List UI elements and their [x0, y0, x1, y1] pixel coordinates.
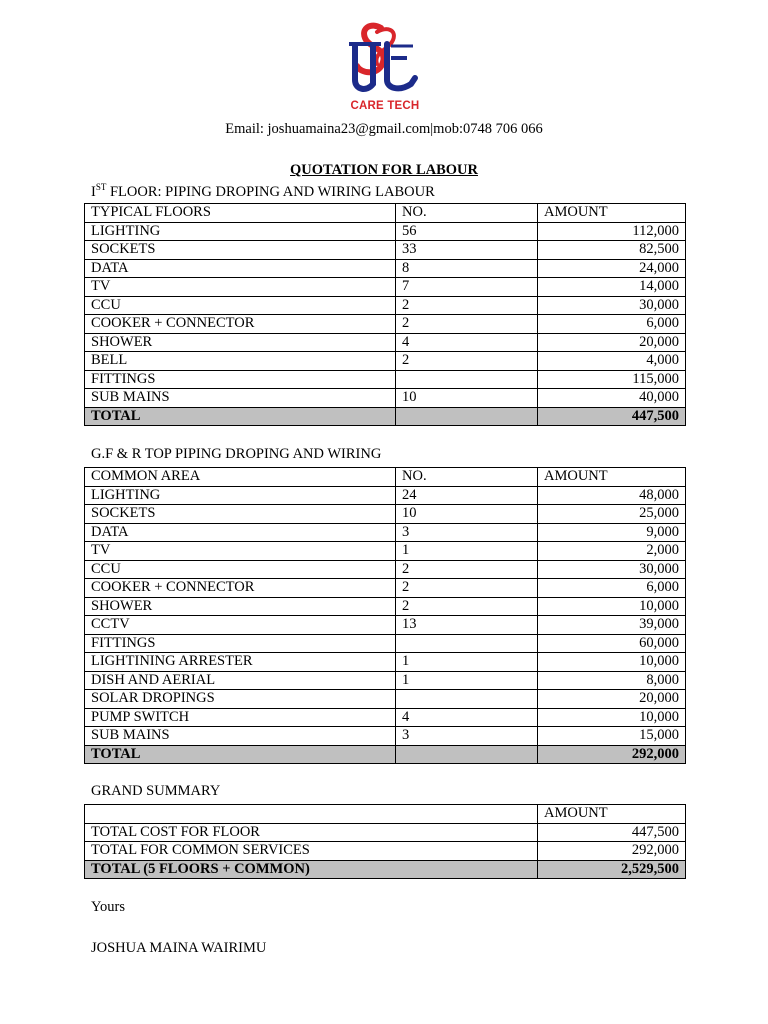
quantity-cell: 2 [396, 579, 538, 598]
quantity-cell: 2 [396, 560, 538, 579]
amount-cell: 4,000 [538, 352, 686, 371]
amount-cell: 115,000 [538, 370, 686, 389]
column-header: NO. [396, 204, 538, 223]
column-header: NO. [396, 468, 538, 487]
quantity-cell [396, 690, 538, 709]
amount-cell: 82,500 [538, 241, 686, 260]
amount-cell: 2,000 [538, 542, 686, 561]
item-cell: LIGHTING [85, 222, 396, 241]
table-row [85, 842, 686, 861]
quantity-cell: 2 [396, 352, 538, 371]
item-cell: LIGHTING [85, 486, 396, 505]
table-row [85, 690, 686, 709]
first-floor-heading-prefix: I [91, 183, 96, 200]
table-row [85, 823, 686, 842]
amount-cell: 10,000 [538, 597, 686, 616]
table-row [85, 542, 686, 561]
table-row [85, 653, 686, 672]
header-row [85, 468, 686, 487]
total-label-cell: TOTAL (5 FLOORS + COMMON) [85, 860, 538, 879]
quantity-cell: 56 [396, 222, 538, 241]
table-row [85, 315, 686, 334]
table-row [85, 505, 686, 524]
item-cell: SOCKETS [85, 505, 396, 524]
column-header [85, 805, 538, 824]
amount-cell: 292,000 [538, 842, 686, 861]
item-cell: SUB MAINS [85, 389, 396, 408]
summary-heading: GRAND SUMMARY [91, 783, 221, 799]
quantity-cell [396, 634, 538, 653]
amount-cell: 30,000 [538, 560, 686, 579]
total-row [85, 860, 686, 879]
table-row [85, 278, 686, 297]
amount-cell: 14,000 [538, 278, 686, 297]
item-cell: TOTAL FOR COMMON SERVICES [85, 842, 538, 861]
item-cell: TV [85, 278, 396, 297]
item-cell: SOLAR DROPINGS [85, 690, 396, 709]
amount-cell: 60,000 [538, 634, 686, 653]
item-cell: TOTAL COST FOR FLOOR [85, 823, 538, 842]
table-row [85, 634, 686, 653]
table-row [85, 671, 686, 690]
column-header: AMOUNT [538, 805, 686, 824]
quantity-cell: 2 [396, 315, 538, 334]
contact-line: Email: joshuamaina23@gmail.com|mob:0748 706 066 [225, 121, 543, 137]
table-row [85, 222, 686, 241]
table-row [85, 727, 686, 746]
first-floor-table [84, 203, 686, 426]
table-row [85, 616, 686, 635]
amount-cell: 447,500 [538, 823, 686, 842]
item-cell: COOKER + CONNECTOR [85, 579, 396, 598]
amount-cell: 40,000 [538, 389, 686, 408]
amount-cell: 10,000 [538, 708, 686, 727]
table-row [85, 597, 686, 616]
item-cell: PUMP SWITCH [85, 708, 396, 727]
ground-floor-heading: G.F & R TOP PIPING DROPING AND WIRING [91, 446, 382, 462]
item-cell: SOCKETS [85, 241, 396, 260]
amount-cell: 10,000 [538, 653, 686, 672]
item-cell: CCTV [85, 616, 396, 635]
quantity-cell: 13 [396, 616, 538, 635]
table-row [85, 370, 686, 389]
company-logo [347, 22, 423, 118]
amount-cell: 25,000 [538, 505, 686, 524]
table-row [85, 241, 686, 260]
quantity-cell: 2 [396, 597, 538, 616]
total-amount-cell: 447,500 [538, 407, 686, 426]
amount-cell: 48,000 [538, 486, 686, 505]
amount-cell: 6,000 [538, 579, 686, 598]
first-floor-heading [91, 182, 435, 201]
common-area-table [84, 467, 686, 764]
first-floor-heading-sup: ST [95, 182, 107, 192]
column-header: AMOUNT [538, 204, 686, 223]
quantity-cell: 33 [396, 241, 538, 260]
total-row [85, 407, 686, 426]
quantity-cell: 1 [396, 671, 538, 690]
header-row [85, 805, 686, 824]
page-title: QUOTATION FOR LABOUR [290, 162, 478, 178]
quantity-cell: 3 [396, 523, 538, 542]
quantity-cell: 3 [396, 727, 538, 746]
table-row [85, 579, 686, 598]
quantity-cell: 8 [396, 259, 538, 278]
table-row [85, 352, 686, 371]
total-amount-cell: 292,000 [538, 745, 686, 764]
header-row [85, 204, 686, 223]
item-cell: TV [85, 542, 396, 561]
item-cell: SUB MAINS [85, 727, 396, 746]
table-row [85, 708, 686, 727]
quantity-cell [396, 370, 538, 389]
quantity-cell: 24 [396, 486, 538, 505]
grand-summary-table [84, 804, 686, 879]
amount-cell: 15,000 [538, 727, 686, 746]
amount-cell: 20,000 [538, 690, 686, 709]
quantity-cell: 7 [396, 278, 538, 297]
amount-cell: 112,000 [538, 222, 686, 241]
table-row [85, 486, 686, 505]
closing-text: Yours [91, 899, 125, 915]
quantity-cell: 10 [396, 389, 538, 408]
item-cell: DATA [85, 259, 396, 278]
quantity-cell: 4 [396, 708, 538, 727]
item-cell: LIGHTINING ARRESTER [85, 653, 396, 672]
total-amount-cell: 2,529,500 [538, 860, 686, 879]
item-cell: BELL [85, 352, 396, 371]
item-cell: FITTINGS [85, 370, 396, 389]
amount-cell: 6,000 [538, 315, 686, 334]
amount-cell: 20,000 [538, 333, 686, 352]
column-header: AMOUNT [538, 468, 686, 487]
item-cell: COOKER + CONNECTOR [85, 315, 396, 334]
table-row [85, 259, 686, 278]
item-cell: CCU [85, 296, 396, 315]
column-header: TYPICAL FLOORS [85, 204, 396, 223]
total-row [85, 745, 686, 764]
amount-cell: 30,000 [538, 296, 686, 315]
amount-cell: 9,000 [538, 523, 686, 542]
logo-mark-icon [347, 22, 423, 102]
column-header: COMMON AREA [85, 468, 396, 487]
amount-cell: 39,000 [538, 616, 686, 635]
table-row [85, 296, 686, 315]
first-floor-heading-rest: FLOOR: PIPING DROPING AND WIRING LABOUR [106, 183, 435, 200]
total-quantity-cell [396, 407, 538, 426]
table-row [85, 560, 686, 579]
item-cell: SHOWER [85, 597, 396, 616]
table-row [85, 389, 686, 408]
quantity-cell: 2 [396, 296, 538, 315]
quantity-cell: 10 [396, 505, 538, 524]
signatory-name: JOSHUA MAINA WAIRIMU [91, 940, 267, 956]
amount-cell: 8,000 [538, 671, 686, 690]
table-row [85, 523, 686, 542]
table-row [85, 333, 686, 352]
quantity-cell: 4 [396, 333, 538, 352]
item-cell: CCU [85, 560, 396, 579]
amount-cell: 24,000 [538, 259, 686, 278]
item-cell: DISH AND AERIAL [85, 671, 396, 690]
item-cell: SHOWER [85, 333, 396, 352]
total-label-cell: TOTAL [85, 745, 396, 764]
total-quantity-cell [396, 745, 538, 764]
item-cell: FITTINGS [85, 634, 396, 653]
quantity-cell: 1 [396, 653, 538, 672]
quantity-cell: 1 [396, 542, 538, 561]
item-cell: DATA [85, 523, 396, 542]
total-label-cell: TOTAL [85, 407, 396, 426]
logo-text: CARE TECH [350, 100, 420, 112]
